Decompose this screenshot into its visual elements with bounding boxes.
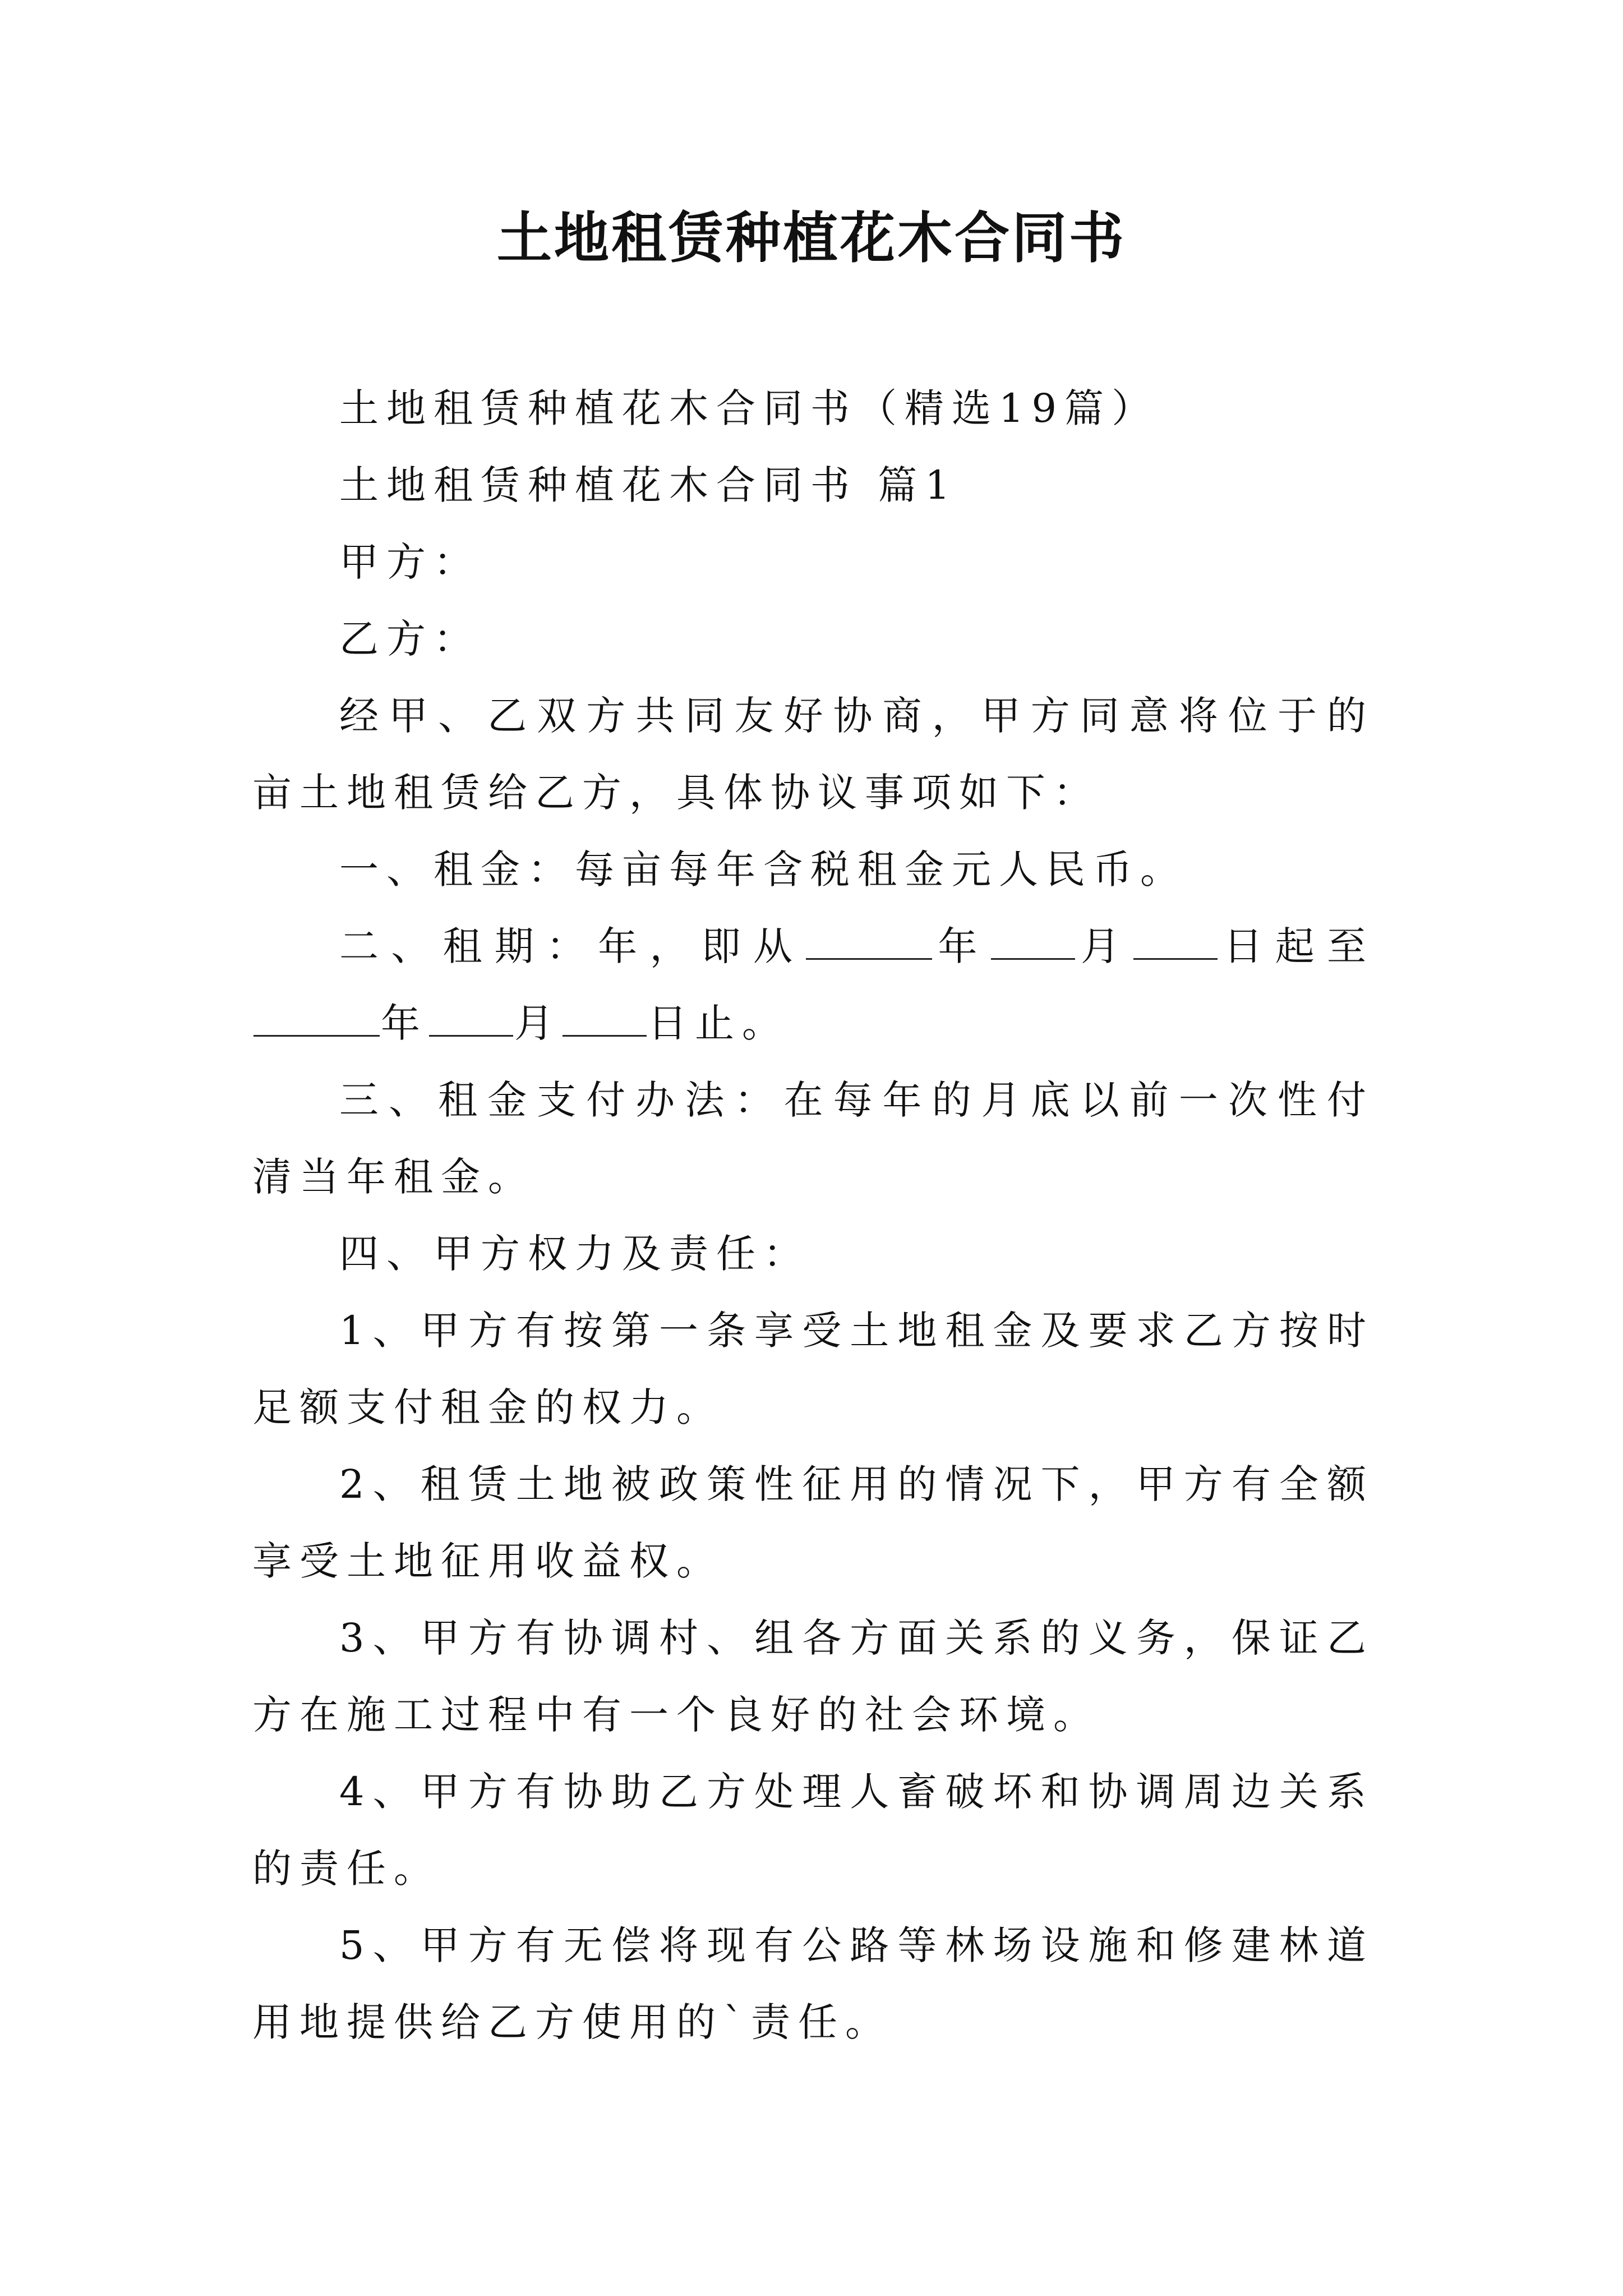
paragraph-right-5: 5、甲方有无偿将现有公路等林场设施和修建林道用地提供给乙方使用的`责任。 <box>252 1922 1374 2045</box>
paragraph-party-b: 乙方： <box>339 616 481 662</box>
blank-line <box>253 1001 380 1037</box>
paragraph-right-1: 1、甲方有按第一条享受土地租金及要求乙方按时足额支付租金的权力。 <box>252 1308 1374 1430</box>
paragraph-right-2: 2、租赁土地被政策性征用的情况下，甲方有全额享受土地征用收益权。 <box>252 1461 1374 1584</box>
paragraph-clause-rights-heading: 四、甲方权力及责任： <box>339 1231 810 1277</box>
paragraph-right-3: 3、甲方有协调村、组各方面关系的义务，保证乙方在施工过程中有一个良好的社会环境。 <box>252 1615 1374 1738</box>
term-year-2: 年 <box>381 1000 428 1046</box>
term-day-2: 日止。 <box>648 1000 789 1046</box>
paragraph-clause-rent: 一、租金：每亩每年含税租金元人民币。 <box>339 846 1187 892</box>
term-day-1: 日起至 <box>1219 923 1374 969</box>
term-month-1: 月 <box>1076 923 1133 969</box>
blank-line <box>1133 924 1218 960</box>
paragraph-party-a: 甲方： <box>339 539 481 585</box>
paragraph-section-heading: 土地租赁种植花木合同书 篇1 <box>339 462 958 508</box>
paragraph-clause-term <box>252 908 1374 1062</box>
paragraph-right-4: 4、甲方有协助乙方处理人畜破坏和协调周边关系的责任。 <box>252 1769 1374 1892</box>
term-year-1: 年 <box>933 923 990 969</box>
paragraph-preamble: 经甲、乙双方共同友好协商，甲方同意将位于的亩土地租赁给乙方，具体协议事项如下： <box>252 693 1374 816</box>
blank-line <box>562 1001 647 1037</box>
document-title: 土地租赁种植花木合同书 <box>496 206 1126 270</box>
blank-line <box>991 924 1075 960</box>
blank-line <box>429 1001 513 1037</box>
term-month-2: 月 <box>514 1000 561 1046</box>
document-body <box>252 370 1374 2061</box>
term-lead: 二、租期：年，即从 <box>339 923 805 969</box>
blank-line <box>806 924 932 960</box>
paragraph-subtitle: 土地租赁种植花木合同书（精选19篇） <box>339 385 1159 431</box>
paragraph-clause-payment: 三、租金支付办法：在每年的月底以前一次性付清当年租金。 <box>252 1077 1374 1200</box>
